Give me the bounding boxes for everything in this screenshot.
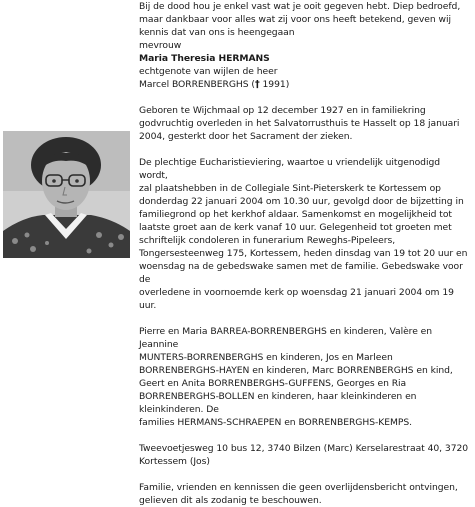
portrait-photo xyxy=(3,131,130,258)
address-paragraph: Tweevoetjesweg 10 bus 12, 3740 Bilzen (Marc) Kerselarestraat 40, 3720 Kortessem (Jos) xyxy=(139,443,469,467)
birth-death-paragraph: Geboren te Wijchmaal op 12 december 1927 en in familiekring godvruchtig overleden in het Salvatorrusthuis te Hasselt op 18 januari 2004, gesterkt door het Sacrament der zieken. xyxy=(139,105,460,142)
honorific: mevrouw xyxy=(139,40,182,51)
spouse-name: Marcel BORRENBERGHS ( xyxy=(139,79,255,90)
relation-text: echtgenote van wijlen de heer xyxy=(139,66,278,77)
cross-icon: † xyxy=(254,79,260,90)
family-paragraph: Pierre en Maria BARREA-BORRENBERGHS en kinderen, Valère en Jeannine MUNTERS-BORRENBERGHS en kinderen, Jos en Marleen BORRENBERGHS-HAYEN en kinderen, Marc BORRENBERGHS en kind, Geert en Anita BORRENBERGHS-GUFFENS, Georges en Ria BORRENBERGHS-BOLLEN en kinderen, haar kleinkinderen en kleinkinderen. De families HERMANS-SCHRAEPEN en BORRENBERGHS-KEMPS. xyxy=(139,326,453,428)
closing-paragraph: Familie, vrienden en kennissen die geen overlijdensbericht ontvingen, gelieven dit als zodanig te beschouwen. xyxy=(139,482,458,506)
spouse-line xyxy=(139,78,471,91)
spouse-year: 1991) xyxy=(259,79,290,90)
funeral-paragraph: De plechtige Eucharistieviering, waartoe u vriendelijk uitgenodigd wordt, zal plaatshebben in de Collegiale Sint-Pieterskerk te Kortessem op donderdag 22 januari 2004 om 10.30 uur, gevolgd door de bijzetting in familiegrond op het kerkhof aldaar. Samenkomst en mogelijkheid tot laatste groet aan de kerk vanaf 10 uur. Gelegenheid tot groeten met schriftelijk condoleren in funerarium Reweghs-Pipeleers, Tongersesteenweg 175, Kortessem, heden dinsdag van 19 tot 20 uur en woensdag na de gebedswake samen met de familie. Gebedswake voor de overledene in voornoemde kerk op woensdag 21 januari 2004 om 19 uur. xyxy=(139,157,468,311)
intro-paragraph: Bij de dood hou je enkel vast wat je ooit gegeven hebt. Diep bedroefd, maar dankbaar voor alles wat zij voor ons heeft betekend, geven wij kennis dat van ons is heengegaan xyxy=(139,1,461,38)
obituary-text xyxy=(139,0,471,507)
deceased-name: Maria Theresia HERMANS xyxy=(139,53,270,64)
